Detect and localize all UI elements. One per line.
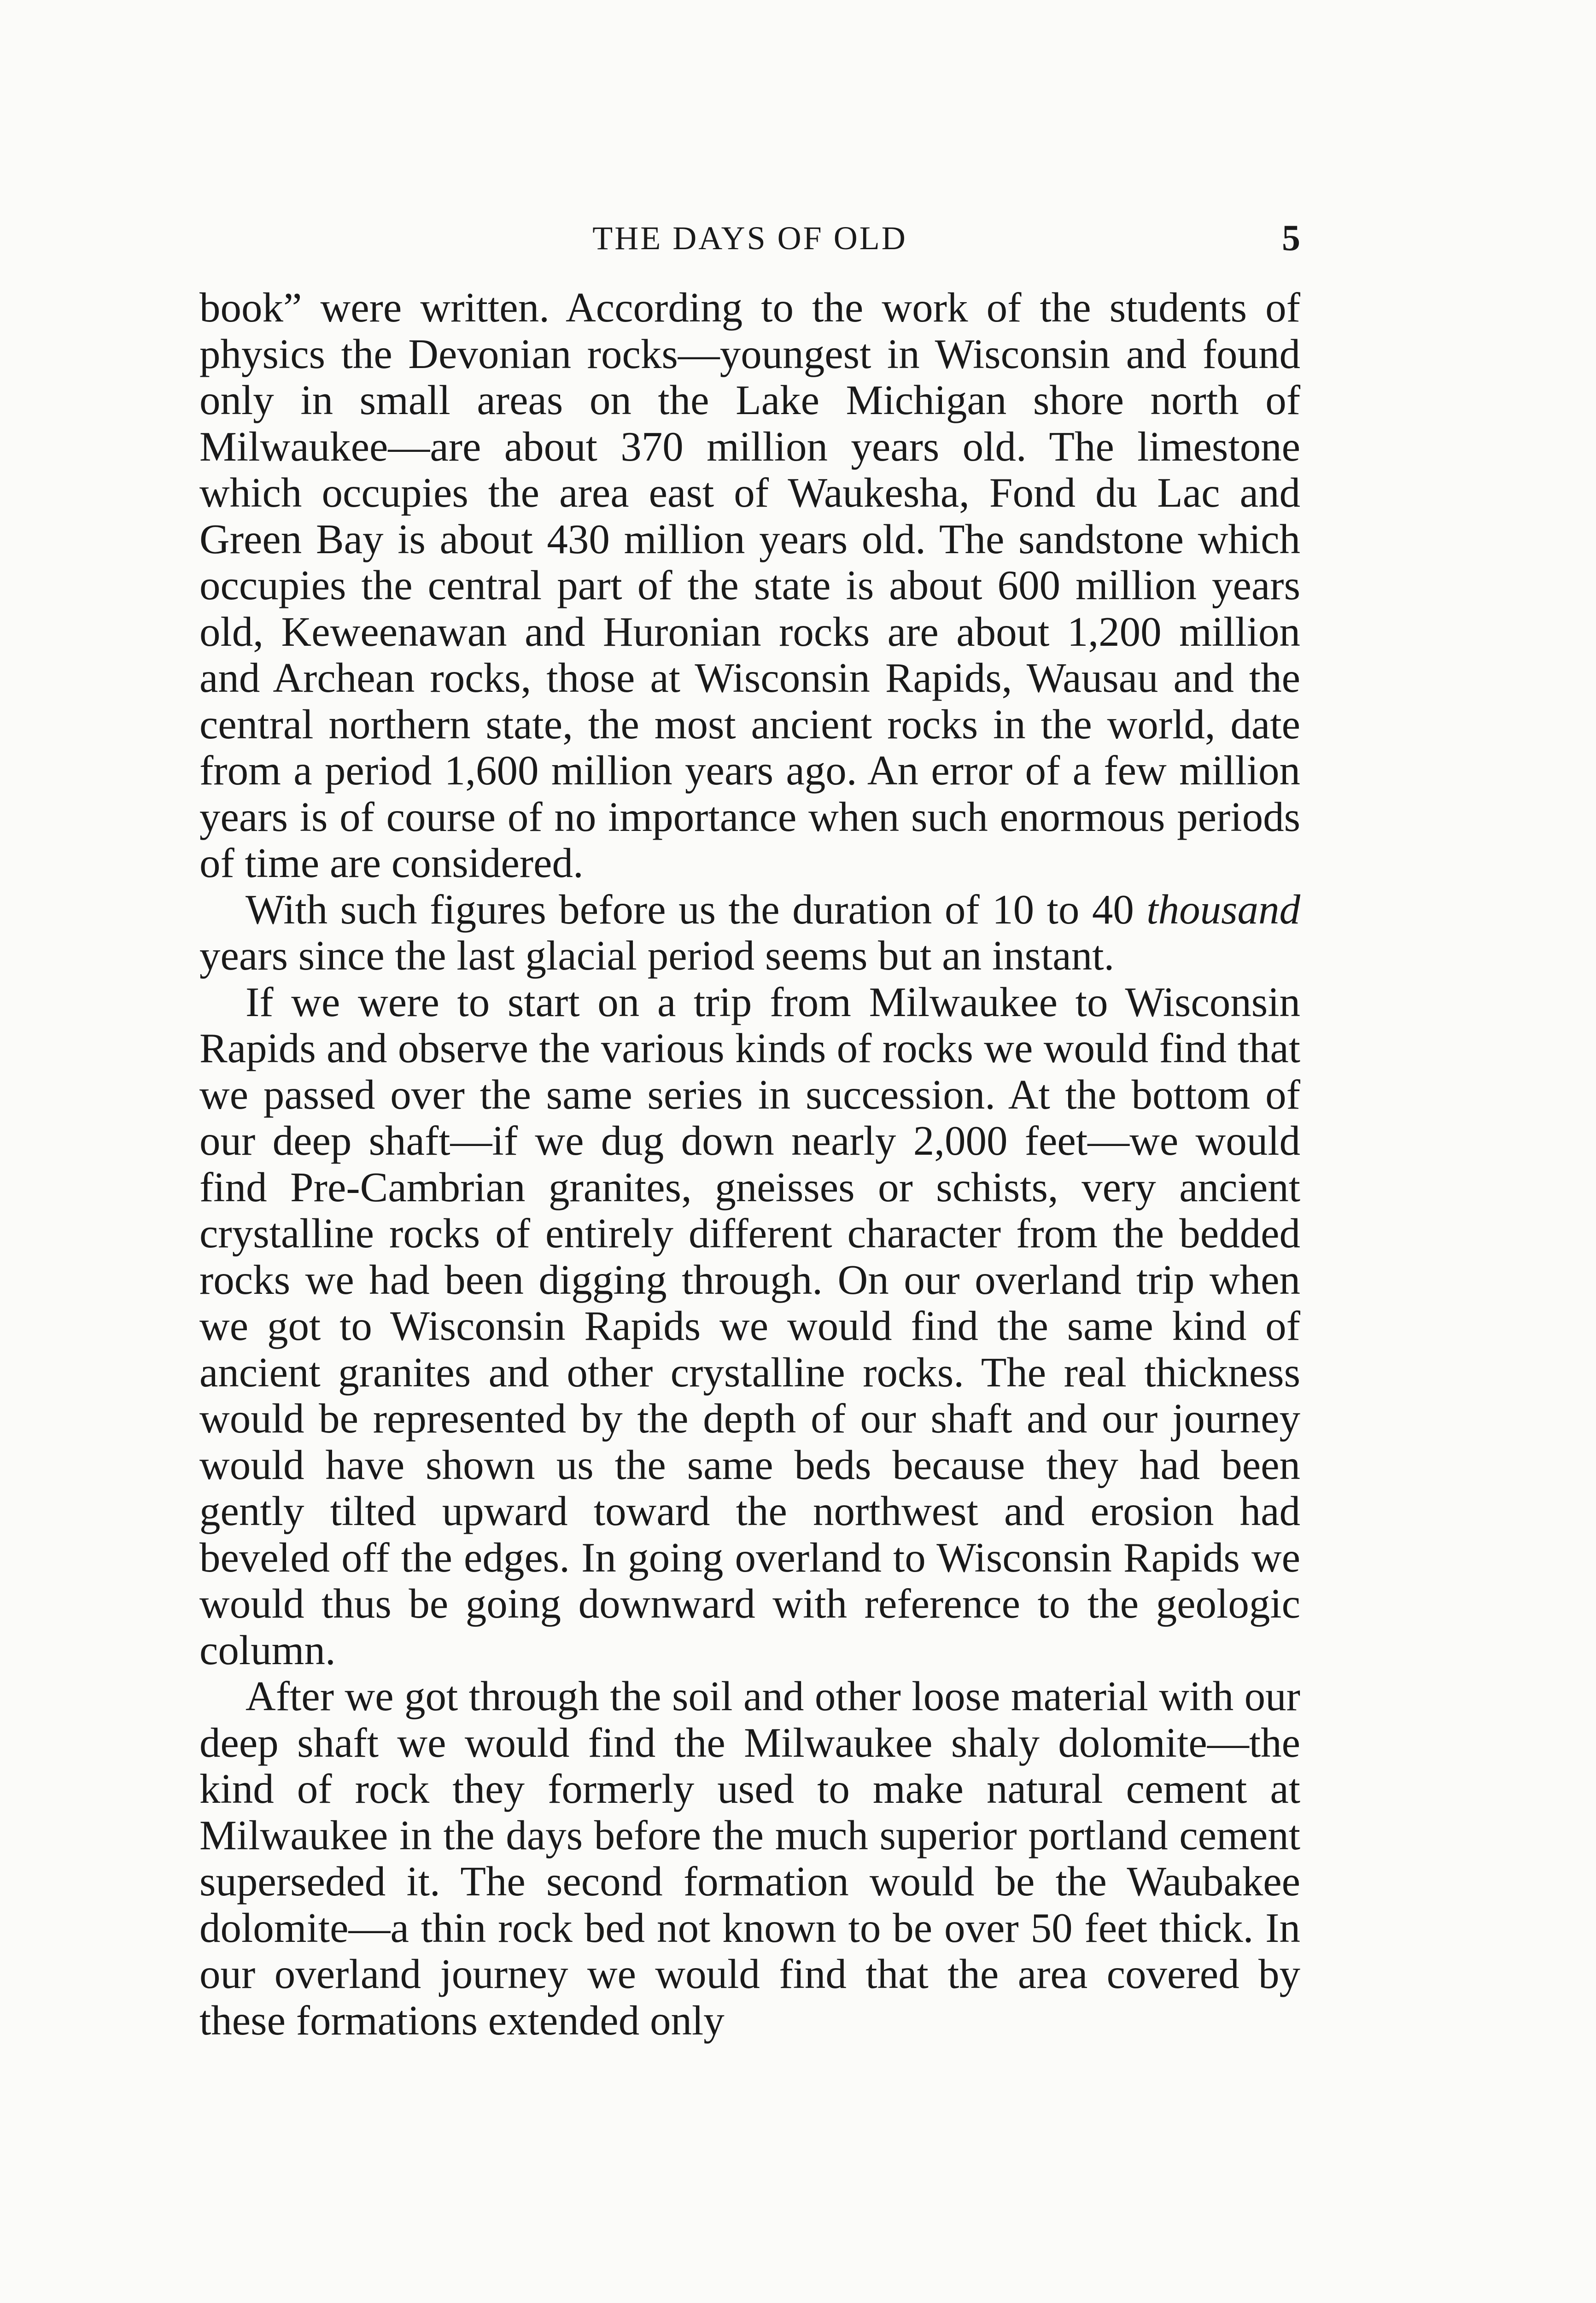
paragraph-2-emphasis: thousand — [1146, 886, 1300, 933]
page-number: 5 — [1282, 218, 1300, 258]
running-head — [199, 213, 1300, 263]
paragraph-2 — [199, 887, 1300, 979]
paragraph-1: book” were written. According to the work of the students of physics the Devonian rocks—youngest in Wisconsin and found only in small areas on the Lake Michigan shore north of Milwaukee—are about 370 million years old. The limestone which occupies the area east of Waukesha, Fond du Lac and Green Bay is about 430 million years old. The sandstone which occupies the central part of the state is about 600 million years old, Keweenawan and Huronian rocks are about 1,200 million and Archean rocks, those at Wisconsin Rapids, Wausau and the central northern state, the most ancient rocks in the world, date from a period 1,600 million years ago. An error of a few million years is of course of no importance when such enormous periods of time are considered. — [199, 284, 1300, 886]
body-text — [199, 285, 1300, 2044]
paragraph-4: After we got through the soil and other loose material with our deep shaft we would find the Milwaukee shaly dolomite—the kind of rock they formerly used to make natural cement at Milwaukee in the days before the much superior portland cement superseded it. The second formation would be the Waubakee dolomite—a thin rock bed not known to be over 50 feet thick. In our overland journey we would find that the area covered by these formations extended only — [199, 1673, 1300, 2044]
paragraph-2-part-1: With such figures before us the duration of 10 to 40 — [246, 886, 1147, 933]
running-title: THE DAYS OF OLD — [592, 220, 907, 257]
paragraph-3: If we were to start on a trip from Milwaukee to Wisconsin Rapids and observe the various kinds of rocks we would find that we passed over the same series in succession. At the bottom of our deep shaft—if we dug down nearly 2,000 feet—we would find Pre-Cambrian granites, gneisses or schists, very ancient crystalline rocks of entirely different character from the bedded rocks we had been digging through. On our overland trip when we got to Wisconsin Rapids we would find the same kind of ancient granites and other crystalline rocks. The real thickness would be represented by the depth of our shaft and our journey would have shown us the same beds because they had been gently tilted upward toward the northwest and erosion had beveled off the edges. In going overland to Wisconsin Rapids we would thus be going downward with reference to the geologic column. — [199, 978, 1300, 1673]
paragraph-2-part-2: years since the last glacial period seems but an instant. — [199, 932, 1115, 979]
